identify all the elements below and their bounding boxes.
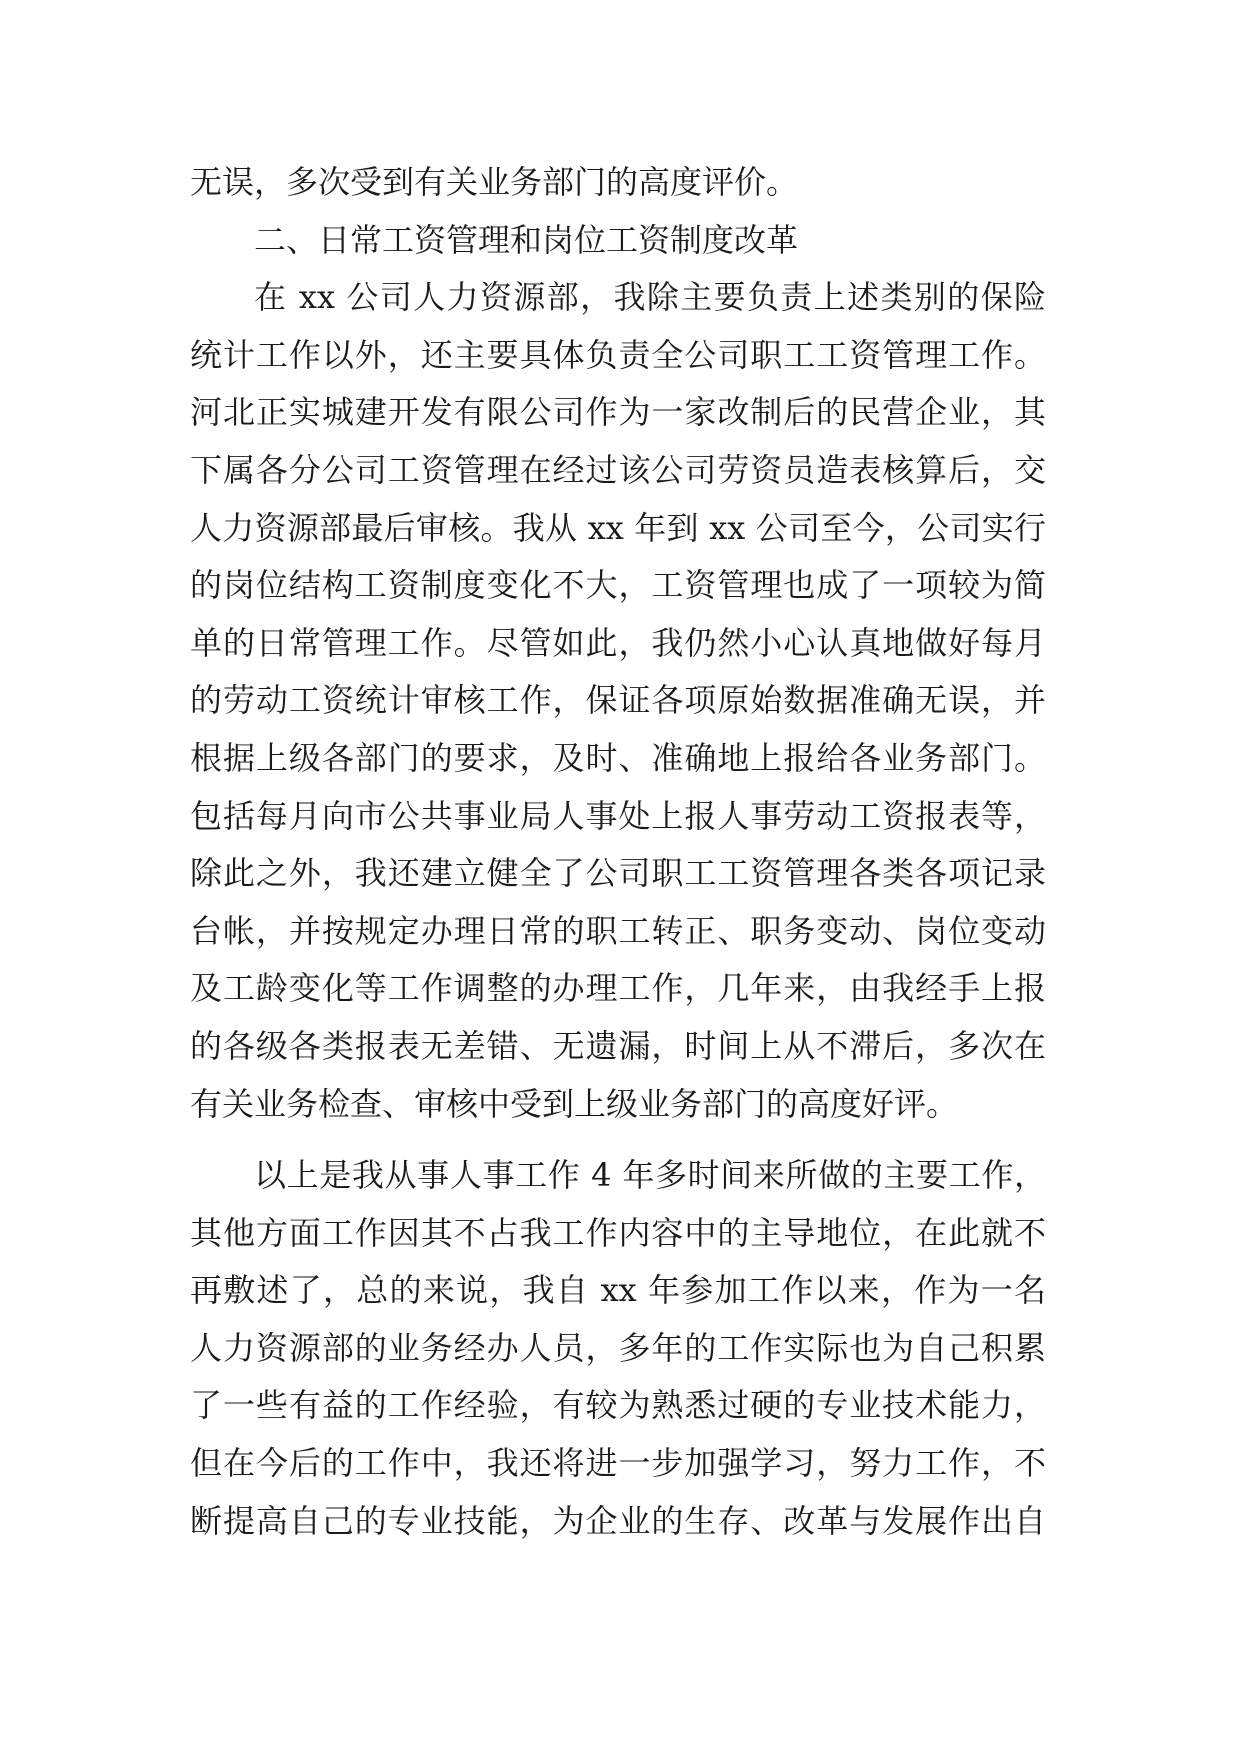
- text-line: 的各级各类报表无差错、无遗漏，时间上从不滞后，多次在: [190, 1026, 1046, 1065]
- text-line: 有关业务检查、审核中受到上级业务部门的高度好评。: [190, 1084, 959, 1123]
- text-line: 的劳动工资统计审核工作，保证各项原始数据准确无误，并: [190, 681, 1046, 720]
- text-line: 包括每月向市公共事业局人事处上报人事劳动工资报表等，: [190, 796, 1046, 835]
- text-line: 台帐，并按规定办理日常的职工转正、职务变动、岗位变动: [190, 911, 1046, 950]
- section-heading: [190, 212, 1046, 270]
- text-line: 了一些有益的工作经验，有较为熟悉过硬的专业技术能力，: [190, 1386, 1046, 1425]
- paragraph-continuation: [190, 154, 1046, 212]
- text-line: 再敷述了，总的来说，我自 xx 年参加工作以来，作为一名: [190, 1271, 1046, 1310]
- text-line: 及工龄变化等工作调整的办理工作，几年来，由我经手上报: [190, 969, 1046, 1008]
- text-line: 单的日常管理工作。尽管如此，我仍然小心认真地做好每月: [190, 623, 1046, 662]
- text-line: 人力资源部的业务经办人员，多年的工作实际也为自己积累: [190, 1328, 1046, 1367]
- text-line: 无误，多次受到有关业务部门的高度评价。: [190, 163, 799, 201]
- text-line: 在 xx 公司人力资源部，我除主要负责上述类别的保险: [254, 278, 1046, 317]
- document-body: [190, 154, 1046, 1550]
- heading-text: 二、日常工资管理和岗位工资制度改革: [254, 220, 799, 259]
- text-line: 但在今后的工作中，我还将进一步加强学习，努力工作，不: [190, 1444, 1046, 1483]
- paragraph-salary-management: [190, 269, 1046, 1133]
- text-line: 的岗位结构工资制度变化不大，工资管理也成了一项较为简: [190, 566, 1046, 605]
- text-line: 以上是我从事人事工作 4 年多时间来所做的主要工作，: [254, 1156, 1046, 1195]
- text-line: 人力资源部最后审核。我从 xx 年到 xx 公司至今，公司实行: [190, 508, 1046, 547]
- text-line: 其他方面工作因其不占我工作内容中的主导地位，在此就不: [190, 1213, 1046, 1252]
- text-line: 根据上级各部门的要求，及时、准确地上报给各业务部门。: [190, 738, 1046, 777]
- paragraph-summary: [190, 1147, 1046, 1550]
- text-line: 下属各分公司工资管理在经过该公司劳资员造表核算后，交: [190, 450, 1046, 489]
- text-line: 断提高自己的专业技能，为企业的生存、改革与发展作出自: [190, 1501, 1046, 1540]
- text-line: 统计工作以外，还主要具体负责全公司职工工资管理工作。: [190, 335, 1046, 374]
- text-line: 除此之外，我还建立健全了公司职工工资管理各类各项记录: [190, 854, 1046, 893]
- text-line: 河北正实城建开发有限公司作为一家改制后的民营企业，其: [190, 393, 1046, 432]
